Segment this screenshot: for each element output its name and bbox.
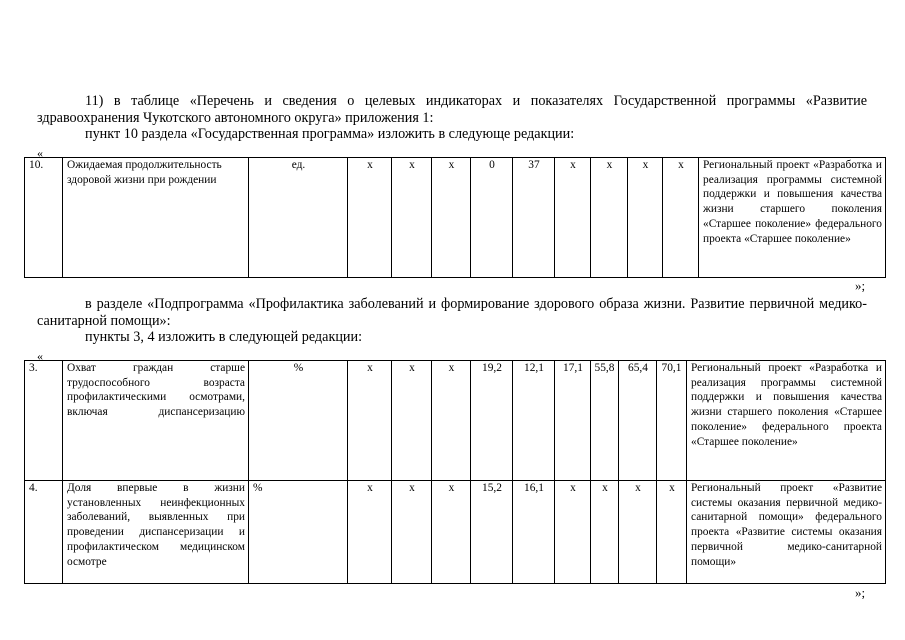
value-cell: 15,2 [471, 481, 513, 584]
table-row [25, 481, 886, 584]
value-cell: х [663, 158, 699, 278]
table-indicator-10 [24, 157, 886, 278]
intro-point-10: пункт 10 раздела «Государственная программа» изложить в следующе редакции: [85, 126, 575, 142]
value-cell: х [348, 158, 392, 278]
intro-paragraph: 11) в таблице «Перечень и сведения о целевых индикаторах и показателях Государственной программы «Развитие здравоохранения Чукотского автономного округа» приложения 1: [37, 93, 867, 126]
value-cell: х [432, 158, 471, 278]
project-cell: Региональный проект «Развитие системы оказания первичной медико-санитарной помощи» федерального проекта «Развитие системы оказания первичной медико-санитарной помощи» [687, 481, 886, 584]
value-cell: х [628, 158, 663, 278]
value-cell: 70,1 [657, 361, 687, 481]
value-cell: 16,1 [513, 481, 555, 584]
indicator-name: Ожидаемая продолжительность здоровой жизни при рождении [63, 158, 249, 278]
quote-close-2: »; [855, 585, 866, 600]
value-cell: х [591, 481, 619, 584]
row-number: 3. [25, 361, 63, 481]
value-cell: х [555, 481, 591, 584]
value-cell: х [432, 361, 471, 481]
value-cell: 55,8 [591, 361, 619, 481]
section-points: пункты 3, 4 изложить в следующей редакции: [85, 329, 363, 345]
row-number: 4. [25, 481, 63, 584]
table-indicators-3-4 [24, 360, 886, 584]
value-cell: 37 [513, 158, 555, 278]
unit: ед. [249, 158, 348, 278]
unit: % [249, 361, 348, 481]
quote-close-1: »; [855, 278, 866, 293]
project-cell: Региональный проект «Разработка и реализация программы системной поддержки и повышения качества жизни старшего поколения «Старшее поколение» федерального проекта «Старшее поколение» [687, 361, 886, 481]
value-cell: х [619, 481, 657, 584]
indicator-name: Доля впервые в жизни установленных неинфекционных заболеваний, выявленных при проведении диспансеризации и профилактическом медицинском осмотре [63, 481, 249, 584]
unit: % [249, 481, 348, 584]
value-cell: 12,1 [513, 361, 555, 481]
value-cell: х [348, 361, 392, 481]
value-cell: х [392, 481, 432, 584]
table-row [25, 158, 886, 278]
quote-open-1: « [37, 146, 43, 160]
value-cell: х [432, 481, 471, 584]
value-cell: х [392, 361, 432, 481]
value-cell: 65,4 [619, 361, 657, 481]
value-cell: х [657, 481, 687, 584]
value-cell: х [555, 158, 591, 278]
row-number: 10. [25, 158, 63, 278]
value-cell: х [348, 481, 392, 584]
value-cell: х [591, 158, 628, 278]
indicator-name: Охват граждан старше трудоспособного возраста профилактическими осмотрами, включая диспансеризацию [63, 361, 249, 481]
value-cell: 0 [471, 158, 513, 278]
section-paragraph: в разделе «Подпрограмма «Профилактика заболеваний и формирование здорового образа жизни. Развитие первичной медико-санитарной помощи»: [37, 296, 867, 329]
project-cell: Региональный проект «Разработка и реализация программы системной поддержки и повышения качества жизни старшего поколения «Старшее поколение» федерального проекта «Старшее поколение» [699, 158, 886, 278]
value-cell: 17,1 [555, 361, 591, 481]
value-cell: х [392, 158, 432, 278]
quote-open-2: « [37, 349, 43, 363]
value-cell: 19,2 [471, 361, 513, 481]
table-row [25, 361, 886, 481]
